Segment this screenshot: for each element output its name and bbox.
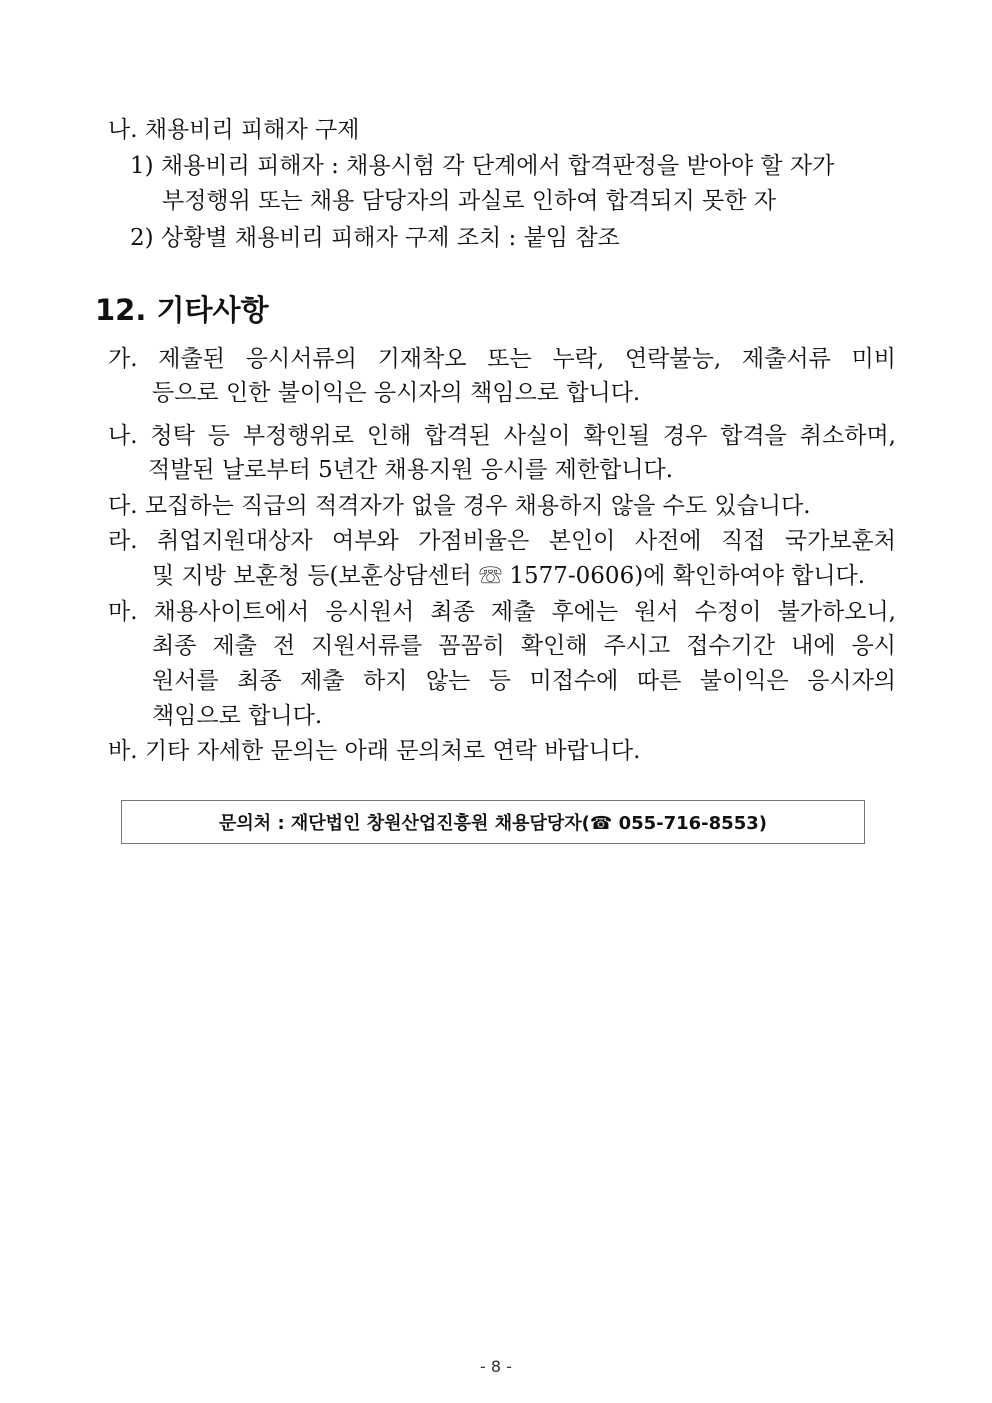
contact-box bbox=[121, 800, 865, 844]
section-na-title: 나. 채용비리 피해자 구제 bbox=[108, 117, 360, 143]
ga-line2: 등으로 인한 불이익은 응시자의 책임으로 합니다. bbox=[152, 380, 641, 406]
page-number: - 8 - bbox=[480, 1357, 512, 1376]
ra-line2: 및 지방 보훈청 등(보훈상담센터 ☏ 1577-0606)에 확인하여야 합니다. bbox=[152, 563, 866, 589]
ba-line1: 바. 기타 자세한 문의는 아래 문의처로 연락 바랍니다. bbox=[108, 738, 641, 764]
ma-line2: 최종 제출 전 지원서류를 꼼꼼히 확인해 주시고 접수기간 내에 응시 bbox=[152, 633, 896, 659]
ga-line1: 가. 제출된 응시서류의 기재착오 또는 누락, 연락불능, 제출서류 미비 bbox=[108, 346, 896, 372]
ra-line1: 라. 취업지원대상자 여부와 가점비율은 본인이 사전에 직접 국가보훈처 bbox=[108, 528, 896, 554]
section-12-heading: 12. 기타사항 bbox=[95, 293, 269, 327]
item1-line2: 부정행위 또는 채용 담당자의 과실로 인하여 합격되지 못한 자 bbox=[162, 188, 776, 214]
ma-line3: 원서를 최종 제출 하지 않는 등 미접수에 따른 불이익은 응시자의 bbox=[152, 668, 896, 694]
contact-text: 문의처 : 재단법인 창원산업진흥원 채용담당자(☎ 055-716-8553) bbox=[219, 813, 767, 834]
item1-line1: 1) 채용비리 피해자 : 채용시험 각 단계에서 합격판정을 받아야 할 자가 bbox=[130, 153, 835, 179]
ma-line1: 마. 채용사이트에서 응시원서 최종 제출 후에는 원서 수정이 불가하오니, bbox=[108, 599, 896, 625]
item2: 2) 상황별 채용비리 피해자 구제 조치 : 붙임 참조 bbox=[130, 225, 620, 251]
na-line1: 나. 청탁 등 부정행위로 인해 합격된 사실이 확인될 경우 합격을 취소하며, bbox=[108, 423, 896, 449]
da-line1: 다. 모집하는 직급의 적격자가 없을 경우 채용하지 않을 수도 있습니다. bbox=[108, 493, 811, 519]
ma-line4: 책임으로 합니다. bbox=[152, 703, 323, 729]
na-line2: 적발된 날로부터 5년간 채용지원 응시를 제한합니다. bbox=[148, 457, 674, 483]
